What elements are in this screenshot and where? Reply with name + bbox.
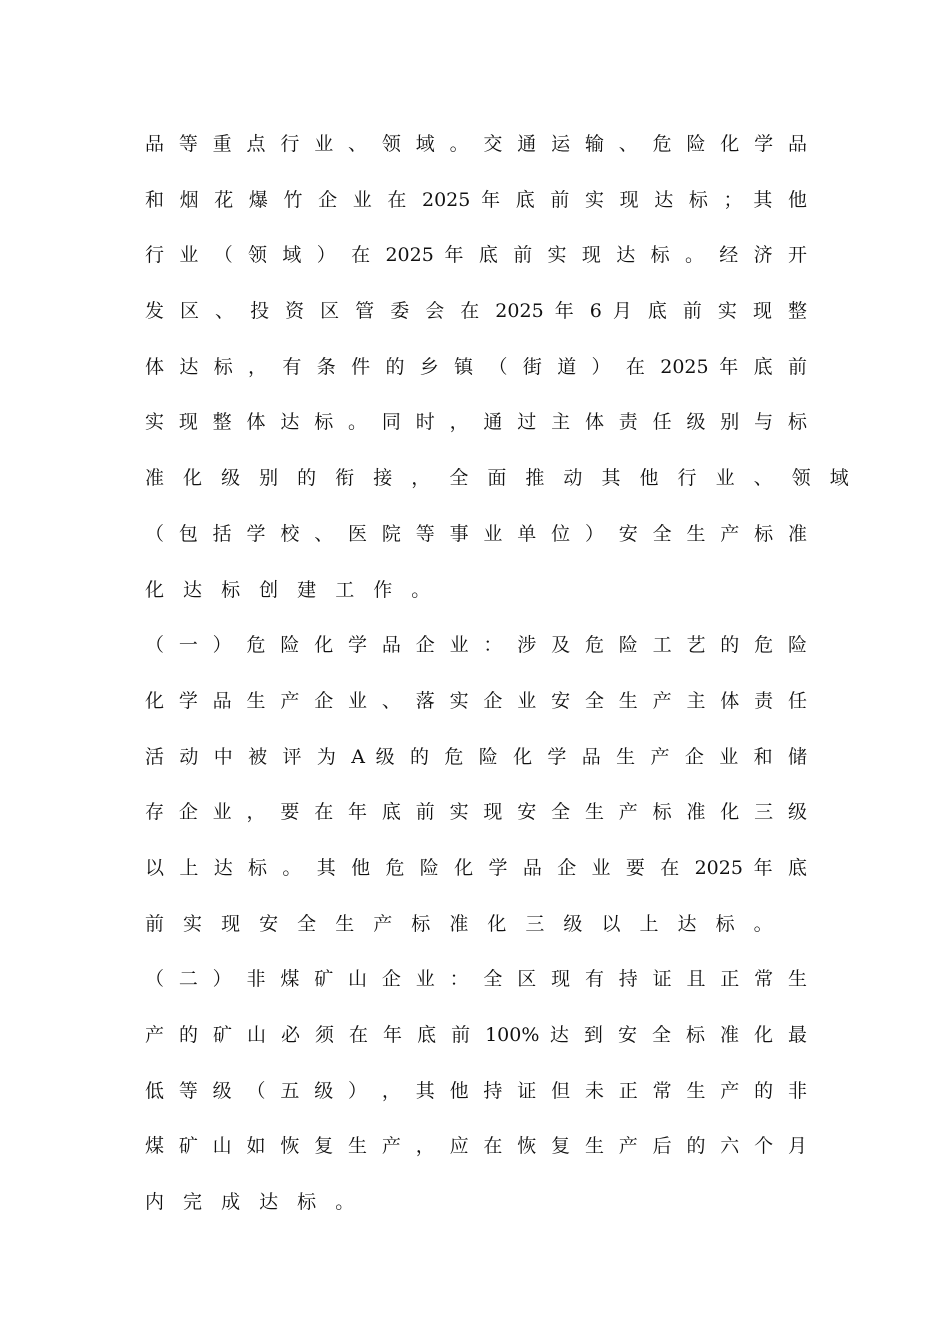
text-line: （ 包 括 学 校 、 医 院 等 事 业 单 位 ） 安 全 生 产 标 准 [145, 522, 807, 545]
text-line: 存 企 业 ， 要 在 年 底 前 实 现 安 全 生 产 标 准 化 三 级 [145, 801, 807, 824]
text-line: 行 业 （ 领 域 ） 在 2025 年 底 前 实 现 达 标 。 经 济 开 [145, 244, 807, 267]
text-line: 前 实 现 安 全 生 产 标 准 化 三 级 以 上 达 标 。 [145, 912, 773, 935]
text-line: （ 一 ） 危 险 化 学 品 企 业 ： 涉 及 危 险 工 艺 的 危 险 [145, 634, 807, 657]
text-line: 和 烟 花 爆 竹 企 业 在 2025 年 底 前 实 现 达 标 ； 其 他 [145, 188, 807, 211]
text-line: 品 等 重 点 行 业 、 领 域 。 交 通 运 输 、 危 险 化 学 品 [145, 133, 807, 155]
text-line: 体 达 标 ， 有 条 件 的 乡 镇 （ 街 道 ） 在 2025 年 底 前 [145, 355, 807, 378]
text-line: 低 等 级 （ 五 级 ） ， 其 他 持 证 但 未 正 常 生 产 的 非 [145, 1079, 807, 1102]
document-body [145, 117, 849, 1231]
text-line: （ 二 ） 非 煤 矿 山 企 业 ： 全 区 现 有 持 证 且 正 常 生 [145, 968, 807, 991]
text-line: 准 化 级 别 的 衔 接 ， 全 面 推 动 其 他 行 业 、 领 域 [145, 467, 849, 490]
text-line: 煤 矿 山 如 恢 复 生 产 ， 应 在 恢 复 生 产 后 的 六 个 月 [145, 1135, 807, 1158]
text-line: 发 区 、 投 资 区 管 委 会 在 2025 年 6 月 底 前 实 现 整 [145, 300, 807, 323]
text-line: 实 现 整 体 达 标 。 同 时 ， 通 过 主 体 责 任 级 别 与 标 [145, 411, 807, 434]
text-line: 化 学 品 生 产 企 业 、 落 实 企 业 安 全 生 产 主 体 责 任 [145, 689, 807, 712]
text-line: 活 动 中 被 评 为 A 级 的 危 险 化 学 品 生 产 企 业 和 储 [145, 745, 807, 768]
text-line: 产 的 矿 山 必 须 在 年 底 前 100% 达 到 安 全 标 准 化 最 [145, 1024, 807, 1046]
text-line: 内 完 成 达 标 。 [145, 1191, 355, 1214]
text-line: 化 达 标 创 建 工 作 。 [145, 578, 431, 601]
text-line: 以 上 达 标 。 其 他 危 险 化 学 品 企 业 要 在 2025 年 底 [145, 856, 807, 879]
